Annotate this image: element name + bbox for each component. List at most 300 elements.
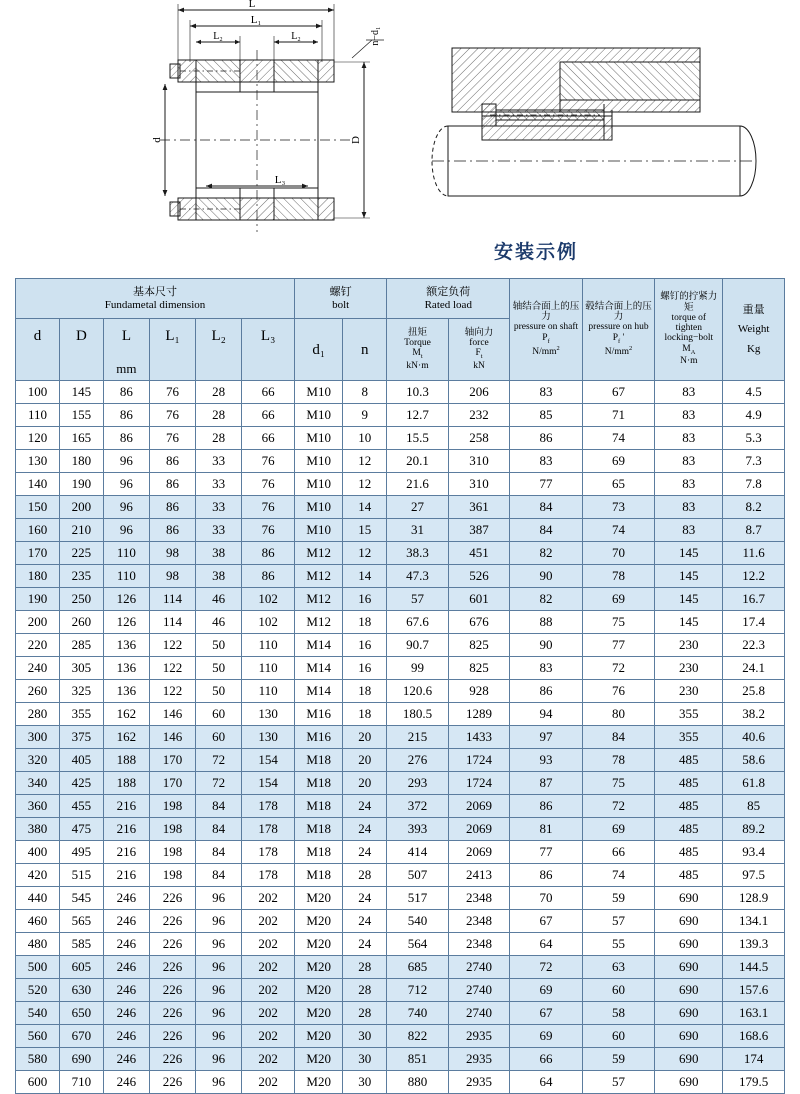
cell-Pf2: 76 [582,680,654,703]
cell-L2: 33 [196,473,242,496]
cell-Ma: 485 [655,749,723,772]
header-col-n [343,319,387,381]
cell-D: 475 [59,818,103,841]
cell-L3: 202 [242,910,295,933]
header-pressure-hub-cn: 毂结合面上的压力 [585,300,652,323]
cell-D: 670 [59,1025,103,1048]
cell-L1: 226 [149,910,195,933]
cell-W: 163.1 [723,1002,785,1025]
table-row [16,519,785,542]
cell-F: 526 [448,565,510,588]
cell-W: 89.2 [723,818,785,841]
cell-L1: 226 [149,1071,195,1094]
cell-W: 174 [723,1048,785,1071]
cell-L: 246 [103,1025,149,1048]
header-col-d-symbol: d [33,328,42,344]
header-tighten-torque [655,279,723,381]
cell-L1: 76 [149,404,195,427]
cell-D: 690 [59,1048,103,1071]
cell-d: 220 [16,634,60,657]
cell-d1: M20 [295,933,343,956]
cell-d: 180 [16,565,60,588]
header-col-L-symbol: L [121,328,131,344]
cell-Pf2: 60 [582,1025,654,1048]
cell-Pf2: 69 [582,450,654,473]
cell-Mt: 120.6 [387,680,449,703]
cell-F: 2069 [448,818,510,841]
header-weight-unit: Kg [746,342,761,355]
header-rated-load-en: Rated load [424,298,472,311]
table-row [16,450,785,473]
table-row [16,818,785,841]
header-rated-load [387,279,510,319]
cell-L3: 202 [242,1025,295,1048]
cell-Ma: 83 [655,473,723,496]
cell-Pf: 84 [510,496,582,519]
cell-L2: 96 [196,979,242,1002]
cell-Ma: 485 [655,772,723,795]
cell-n: 24 [343,795,387,818]
cell-Pf: 93 [510,749,582,772]
cell-n: 9 [343,404,387,427]
cell-Pf: 90 [510,565,582,588]
cell-Pf2: 73 [582,496,654,519]
svg-text:L₁: L₁ [250,14,262,26]
cell-L2: 33 [196,496,242,519]
cell-L1: 86 [149,519,195,542]
cell-Ma: 145 [655,542,723,565]
cell-D: 200 [59,496,103,519]
cell-Pf: 83 [510,450,582,473]
cell-L3: 110 [242,680,295,703]
cell-Pf2: 70 [582,542,654,565]
cell-Ma: 145 [655,565,723,588]
cell-L1: 98 [149,542,195,565]
cell-W: 12.2 [723,565,785,588]
cell-d: 420 [16,864,60,887]
cell-d: 600 [16,1071,60,1094]
cell-W: 134.1 [723,910,785,933]
table-row [16,496,785,519]
table-header [16,279,785,381]
cell-Pf: 86 [510,680,582,703]
cell-F: 1433 [448,726,510,749]
header-pressure-shaft-unit: $N/mm^2$ [532,344,560,357]
cell-L1: 122 [149,634,195,657]
cell-W: 17.4 [723,611,785,634]
cell-D: 495 [59,841,103,864]
cell-D: 455 [59,795,103,818]
cell-D: 710 [59,1071,103,1094]
cell-d1: M18 [295,749,343,772]
cell-d: 520 [16,979,60,1002]
cell-F: 601 [448,588,510,611]
cell-L3: 202 [242,933,295,956]
cell-L: 96 [103,519,149,542]
cell-L3: 102 [242,588,295,611]
cell-L3: 154 [242,749,295,772]
cell-Mt: 822 [387,1025,449,1048]
cell-Pf2: 72 [582,795,654,818]
cell-W: 22.3 [723,634,785,657]
cell-Mt: 20.1 [387,450,449,473]
header-pressure-hub-symbol: $P_f$ ' [612,332,625,345]
cell-Pf: 88 [510,611,582,634]
cell-Pf: 83 [510,657,582,680]
cell-d: 280 [16,703,60,726]
cell-d1: M18 [295,795,343,818]
cell-F: 310 [448,473,510,496]
cell-L2: 38 [196,565,242,588]
cell-Ma: 690 [655,887,723,910]
cell-Pf: 77 [510,473,582,496]
cell-L: 136 [103,680,149,703]
technical-drawing [0,0,800,278]
header-basic-dimension-en: Fundametal dimension [104,298,206,311]
cell-d1: M20 [295,1025,343,1048]
header-pressure-hub-unit: $N/mm^2$ [604,344,633,357]
svg-text:L: L [248,0,256,10]
cell-d: 580 [16,1048,60,1071]
cell-Mt: 57 [387,588,449,611]
cell-Pf: 69 [510,1025,582,1048]
cell-Ma: 145 [655,588,723,611]
cell-Pf2: 77 [582,634,654,657]
header-col-d [16,319,60,381]
cell-d1: M20 [295,1048,343,1071]
cell-L: 246 [103,956,149,979]
cell-D: 210 [59,519,103,542]
cell-D: 325 [59,680,103,703]
cell-D: 260 [59,611,103,634]
header-col-L1-symbol: L₁ [165,328,180,344]
table-row [16,956,785,979]
cell-L2: 84 [196,818,242,841]
header-tighten-torque-en: torque of tighten locking−bolt [664,312,714,344]
cell-d1: M12 [295,565,343,588]
cell-L2: 60 [196,703,242,726]
cell-W: 139.3 [723,933,785,956]
cell-L: 110 [103,542,149,565]
cell-L1: 198 [149,795,195,818]
cell-L2: 84 [196,795,242,818]
table-row [16,841,785,864]
cell-F: 928 [448,680,510,703]
cell-L3: 66 [242,381,295,404]
header-col-d1 [295,319,343,381]
table-row [16,473,785,496]
cell-Mt: 99 [387,657,449,680]
cell-L2: 33 [196,450,242,473]
cell-L: 136 [103,657,149,680]
cell-Pf2: 78 [582,749,654,772]
cell-L1: 226 [149,887,195,910]
cell-L1: 226 [149,1002,195,1025]
cell-Pf2: 72 [582,657,654,680]
cell-F: 2348 [448,933,510,956]
svg-text:L₂: L₂ [213,31,223,42]
cell-L: 246 [103,1002,149,1025]
cell-d: 260 [16,680,60,703]
header-pressure-shaft-en: pressure on shaft [513,322,579,333]
header-group-row [16,279,785,319]
cell-Ma: 83 [655,519,723,542]
cell-Pf: 97 [510,726,582,749]
svg-text:n−d₁: n−d₁ [370,26,381,46]
cell-n: 10 [343,427,387,450]
cell-n: 20 [343,726,387,749]
cell-L2: 96 [196,887,242,910]
cell-L: 86 [103,404,149,427]
table-body [16,381,785,1094]
cell-D: 190 [59,473,103,496]
header-tighten-torque-cn: 螺钉的拧紧力矩 [660,291,718,313]
cell-Pf2: 84 [582,726,654,749]
cell-L3: 154 [242,772,295,795]
cell-Mt: 293 [387,772,449,795]
cell-L1: 226 [149,1025,195,1048]
cell-d1: M12 [295,611,343,634]
cell-Mt: 276 [387,749,449,772]
cell-L: 246 [103,910,149,933]
cell-L3: 178 [242,795,295,818]
cell-L3: 76 [242,473,295,496]
table-row [16,887,785,910]
cell-W: 128.9 [723,887,785,910]
header-col-torque [387,319,449,381]
cell-D: 545 [59,887,103,910]
cell-Ma: 230 [655,657,723,680]
cell-L: 188 [103,749,149,772]
cell-Pf: 69 [510,979,582,1002]
cell-n: 12 [343,450,387,473]
cell-d1: M18 [295,772,343,795]
cell-F: 825 [448,634,510,657]
cell-Pf: 81 [510,818,582,841]
cell-n: 18 [343,703,387,726]
cell-n: 14 [343,565,387,588]
cell-D: 605 [59,956,103,979]
header-weight-en: Weight [737,323,770,336]
cell-Mt: 47.3 [387,565,449,588]
cell-Mt: 507 [387,864,449,887]
svg-text:d: d [151,137,163,143]
cell-L3: 202 [242,956,295,979]
header-pressure-hub [582,279,654,381]
table-row [16,634,785,657]
table-row [16,680,785,703]
cell-L2: 96 [196,1071,242,1094]
cell-L1: 86 [149,473,195,496]
cell-n: 8 [343,381,387,404]
cell-L3: 110 [242,657,295,680]
cell-d1: M10 [295,450,343,473]
cell-d1: M18 [295,864,343,887]
cell-D: 165 [59,427,103,450]
cell-n: 18 [343,680,387,703]
cell-n: 30 [343,1025,387,1048]
header-col-n-symbol: n [361,341,369,358]
cell-L3: 76 [242,496,295,519]
installation-example-caption: 安装示例 [494,241,579,263]
cell-Pf: 70 [510,887,582,910]
cell-L: 136 [103,634,149,657]
cell-W: 168.6 [723,1025,785,1048]
cell-L1: 226 [149,956,195,979]
cell-W: 8.2 [723,496,785,519]
cell-D: 585 [59,933,103,956]
table-row [16,542,785,565]
cell-L2: 46 [196,588,242,611]
cell-L3: 76 [242,450,295,473]
cell-d: 560 [16,1025,60,1048]
drawing-svg [0,0,800,278]
table-row [16,795,785,818]
table-row [16,933,785,956]
cell-Ma: 145 [655,611,723,634]
cell-L1: 114 [149,588,195,611]
header-col-torque-en: Torque [404,337,431,348]
cell-d: 190 [16,588,60,611]
cell-L1: 122 [149,657,195,680]
cell-d1: M14 [295,657,343,680]
header-col-L2-symbol: L₂ [211,328,226,344]
cell-L2: 72 [196,772,242,795]
cell-Pf: 82 [510,588,582,611]
cell-n: 18 [343,611,387,634]
cell-Ma: 83 [655,450,723,473]
header-col-L3 [242,319,295,381]
cell-Mt: 517 [387,887,449,910]
cell-L2: 38 [196,542,242,565]
cell-Mt: 67.6 [387,611,449,634]
cell-Pf2: 65 [582,473,654,496]
cell-F: 1724 [448,772,510,795]
cell-L: 162 [103,726,149,749]
cell-n: 16 [343,634,387,657]
cell-Pf: 84 [510,519,582,542]
cell-Pf2: 59 [582,887,654,910]
cell-d1: M20 [295,956,343,979]
cell-Pf: 90 [510,634,582,657]
cell-d1: M10 [295,427,343,450]
cell-D: 285 [59,634,103,657]
table-row [16,910,785,933]
cell-L: 246 [103,1048,149,1071]
cell-L: 110 [103,565,149,588]
header-rated-load-cn: 额定负荷 [426,285,471,299]
cell-d1: M14 [295,634,343,657]
cell-L2: 96 [196,910,242,933]
cell-F: 2935 [448,1048,510,1071]
cell-Pf2: 69 [582,818,654,841]
cell-L2: 72 [196,749,242,772]
table-row [16,381,785,404]
header-basic-dimension [16,279,295,319]
cell-n: 28 [343,979,387,1002]
cell-d: 360 [16,795,60,818]
cell-D: 235 [59,565,103,588]
cell-W: 85 [723,795,785,818]
header-pressure-hub-en: pressure on hub [588,322,649,333]
header-tighten-torque-symbol: $M_A$ [682,343,696,356]
header-col-axial-force-en: force [469,337,489,348]
table-row [16,404,785,427]
cell-L2: 96 [196,956,242,979]
cell-d: 340 [16,772,60,795]
cell-n: 28 [343,1002,387,1025]
header-bolt [295,279,387,319]
cell-d: 170 [16,542,60,565]
cell-L3: 202 [242,979,295,1002]
cell-d1: M16 [295,726,343,749]
cell-d: 140 [16,473,60,496]
header-col-L [103,319,149,381]
cell-F: 2935 [448,1071,510,1094]
cell-Ma: 690 [655,956,723,979]
table-row [16,427,785,450]
cell-L2: 28 [196,381,242,404]
cell-Mt: 21.6 [387,473,449,496]
cell-Mt: 10.3 [387,381,449,404]
cell-d: 300 [16,726,60,749]
cell-L3: 202 [242,1002,295,1025]
cell-Ma: 690 [655,1071,723,1094]
cell-D: 515 [59,864,103,887]
cell-W: 7.8 [723,473,785,496]
cell-Pf2: 78 [582,565,654,588]
cell-Pf2: 80 [582,703,654,726]
table-row [16,979,785,1002]
cell-L2: 33 [196,519,242,542]
cell-Mt: 880 [387,1071,449,1094]
cell-F: 2935 [448,1025,510,1048]
cell-L1: 198 [149,818,195,841]
cell-n: 14 [343,496,387,519]
cell-L2: 96 [196,1025,242,1048]
cell-L3: 86 [242,565,295,588]
cell-F: 2069 [448,841,510,864]
cell-Ma: 485 [655,795,723,818]
cell-Ma: 355 [655,703,723,726]
cell-Pf2: 71 [582,404,654,427]
cell-Mt: 740 [387,1002,449,1025]
cell-L1: 114 [149,611,195,634]
cell-d1: M20 [295,979,343,1002]
cell-d1: M14 [295,680,343,703]
table-row [16,703,785,726]
cell-W: 179.5 [723,1071,785,1094]
cell-d: 150 [16,496,60,519]
cell-d1: M10 [295,381,343,404]
header-col-axial-force-cn: 轴向力 [464,326,494,338]
cell-d1: M18 [295,841,343,864]
cell-Pf: 83 [510,381,582,404]
cell-L: 216 [103,795,149,818]
cell-Pf2: 67 [582,381,654,404]
header-pressure-shaft-symbol: $P_f$ [542,332,550,345]
cell-D: 425 [59,772,103,795]
cell-Ma: 485 [655,841,723,864]
cell-d1: M18 [295,818,343,841]
cell-d1: M16 [295,703,343,726]
cell-F: 310 [448,450,510,473]
table-row [16,611,785,634]
cell-L: 216 [103,864,149,887]
cell-Mt: 564 [387,933,449,956]
cell-Ma: 83 [655,496,723,519]
cell-L: 216 [103,818,149,841]
